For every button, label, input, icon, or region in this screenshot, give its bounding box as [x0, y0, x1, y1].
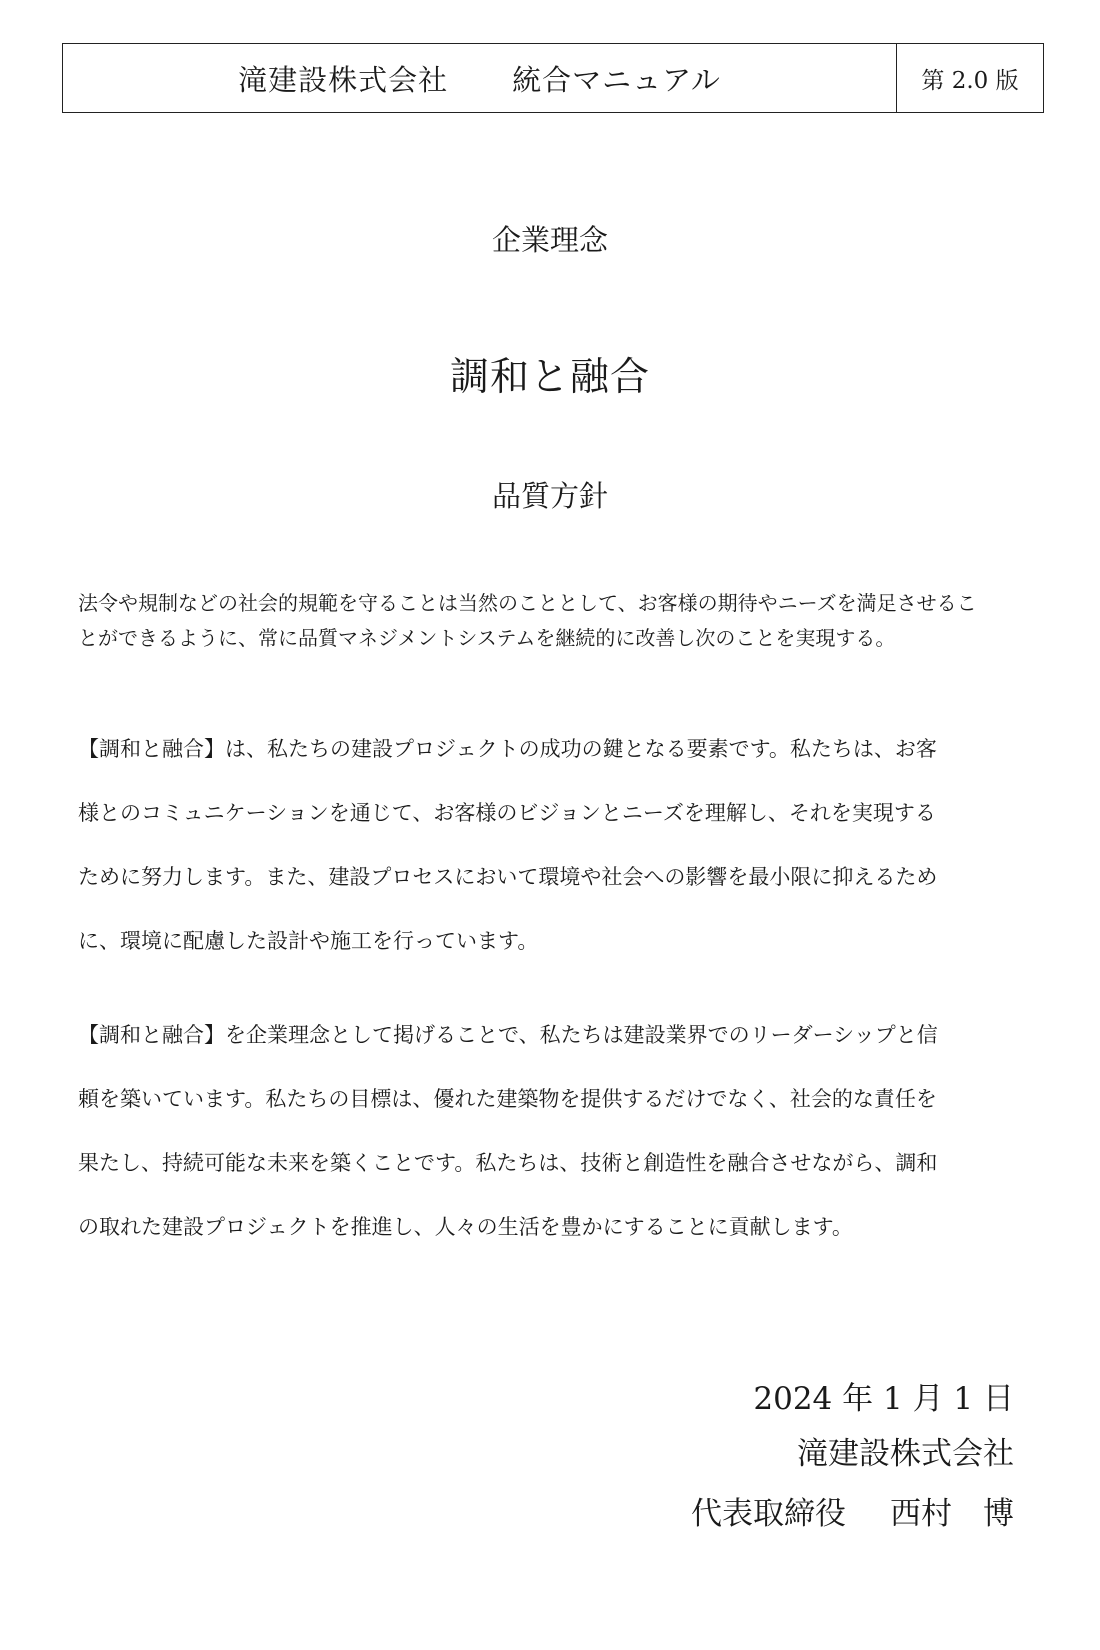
header-manual-title: 統合マニュアル — [512, 62, 721, 97]
policy-line: 法令や規制などの社会的規範を守ることは当然のこととして、お客様の期待やニーズを満足させるこ — [78, 591, 977, 615]
signature-name: 西村 博 — [890, 1496, 1014, 1532]
philosophy-heading: 企業理念 — [491, 223, 608, 257]
signature-date: 2024 年 1 月 1 日 — [753, 1381, 1014, 1417]
signature-representative — [691, 1488, 1014, 1533]
paragraph-line: 【調和と融合】を企業理念として掲げることで、私たちは建設業界でのリーダーシップと信 — [78, 1023, 938, 1047]
paragraph-line: 果たし、持続可能な未来を築くことです。私たちは、技術と創造性を融合させながら、調和 — [78, 1151, 938, 1175]
slogan: 調和と融合 — [449, 355, 650, 400]
paragraph-1 — [78, 717, 1028, 973]
signature-company: 滝建設株式会社 — [797, 1436, 1014, 1472]
paragraph-line: に、環境に配慮した設計や施工を行っています。 — [78, 929, 539, 953]
header-company: 滝建設株式会社 — [238, 62, 449, 97]
paragraph-line: の取れた建設プロジェクトを推進し、人々の生活を豊かにすることに貢献します。 — [78, 1215, 853, 1239]
document-header — [62, 43, 1044, 113]
paragraph-line: 【調和と融合】は、私たちの建設プロジェクトの成功の鍵となる要素です。私たちは、お客 — [78, 737, 937, 761]
paragraph-line: ために努力します。また、建設プロセスにおいて環境や社会への影響を最小限に抑えるため — [78, 865, 938, 889]
paragraph-2 — [78, 1003, 1028, 1259]
header-title — [63, 44, 897, 112]
paragraph-line: 様とのコミュニケーションを通じて、お客様のビジョンとニーズを理解し、それを実現する — [78, 801, 936, 825]
policy-text — [78, 586, 1028, 656]
policy-line: とができるように、常に品質マネジメントシステムを継続的に改善し次のことを実現する。 — [78, 626, 896, 650]
header-version: 第 2.0 版 — [921, 67, 1019, 94]
signature-role: 代表取締役 — [691, 1496, 846, 1532]
paragraph-line: 頼を築いています。私たちの目標は、優れた建築物を提供するだけでなく、社会的な責任を — [78, 1087, 937, 1111]
policy-heading: 品質方針 — [491, 479, 608, 513]
